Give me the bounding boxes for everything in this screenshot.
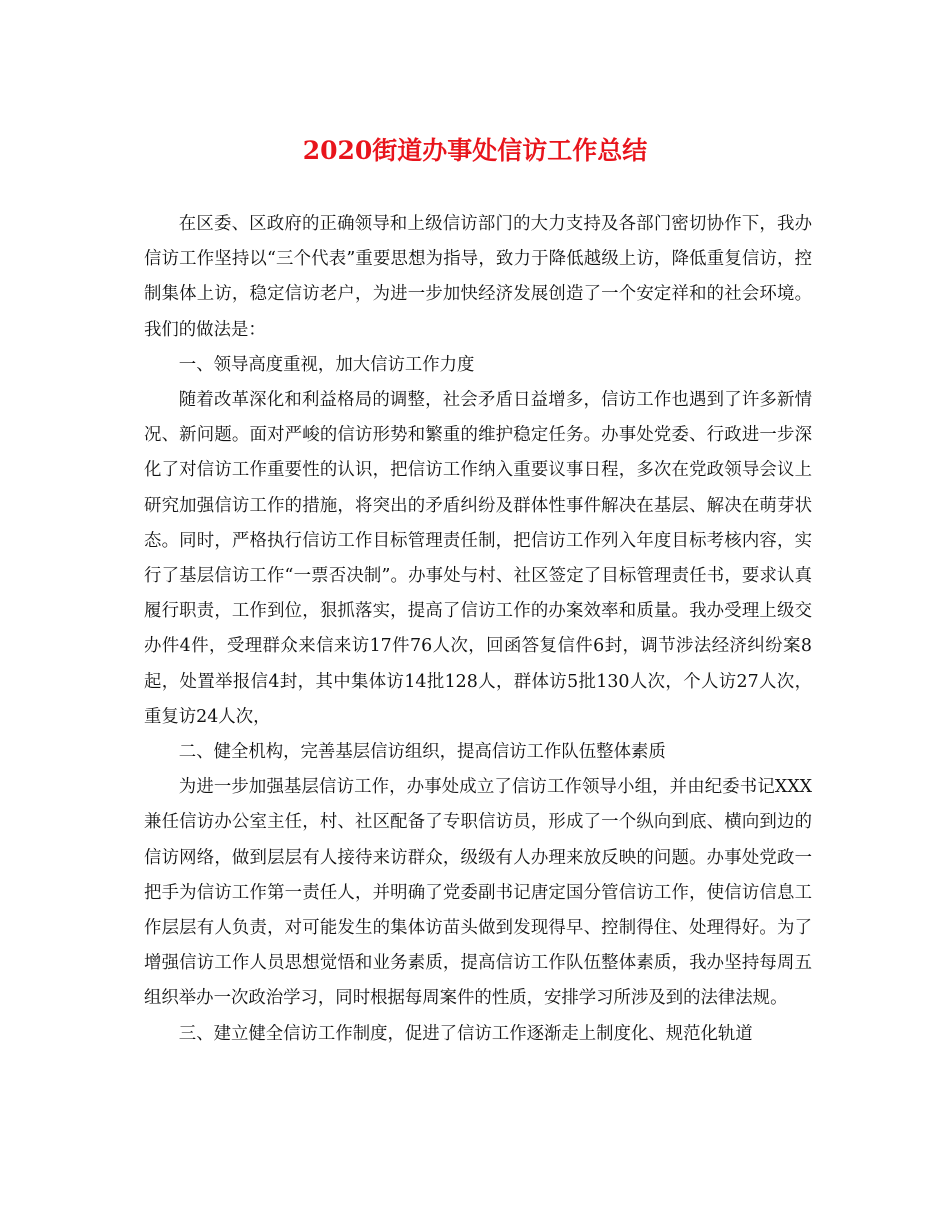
section-heading-3: 三、建立健全信访工作制度，促进了信访工作逐渐走上制度化、规范化轨道 — [178, 1023, 753, 1044]
document-body — [144, 207, 812, 1052]
paragraph-section-2: 为进一步加强基层信访工作，办事处成立了信访工作领导小组，并由纪委书记XXX兼任信访办公室主任，村、社区配备了专职信访员，形成了一个纵向到底、横向到边的信访网络，做到层层有人接待来访群众，级级有人办理来放反映的问题。办事处党政一把手为信访工作第一责任人，并明确了党委副书记唐定国分管信访工作，使信访信息工作层层有人负责，对可能发生的集体访苗头做到发现得早、控制得住、处理得好。为了增强信访工作人员思想觉悟和业务素质，提高信访工作队伍整体素质，我办坚持每周五组织举办一次政治学习，同时根据每周案件的性质，安排学习所涉及到的法律法规。 — [144, 777, 812, 1009]
section-heading-1: 一、领导高度重视，加大信访工作力度 — [178, 354, 475, 375]
section-heading-2: 二、健全机构，完善基层信访组织，提高信访工作队伍整体素质 — [178, 742, 666, 763]
paragraph-intro: 在区委、区政府的正确领导和上级信访部门的大力支持及各部门密切协作下，我办信访工作坚持以“三个代表”重要思想为指导，致力于降低越级上访，降低重复信访，控制集体上访，稳定信访老户，为进一步加快经济发展创造了一个安定祥和的社会环境。我们的做法是： — [144, 214, 812, 340]
paragraph-section-1: 随着改革深化和利益格局的调整，社会矛盾日益增多，信访工作也遇到了许多新情况、新问题。面对严峻的信访形势和繁重的维护稳定任务。办事处党委、行政进一步深化了对信访工作重要性的认识，把信访工作纳入重要议事日程，多次在党政领导会议上研究加强信访工作的措施，将突出的矛盾纠纷及群体性事件解决在基层、解决在萌芽状态。同时，严格执行信访工作目标管理责任制，把信访工作列入年度目标考核内容，实行了基层信访工作“一票否决制”。办事处与村、社区签定了目标管理责任书，要求认真履行职责，工作到位，狠抓落实，提高了信访工作的办案效率和质量。我办受理上级交办件4件，受理群众来信来访17件76人次，回函答复信件6封，调节涉法经济纠纷案8起，处置举报信4封，其中集体访14批128人，群体访5批130人次，个人访27人次，重复访24人次， — [144, 390, 812, 727]
document-title: 2020街道办事处信访工作总结 — [302, 136, 648, 165]
